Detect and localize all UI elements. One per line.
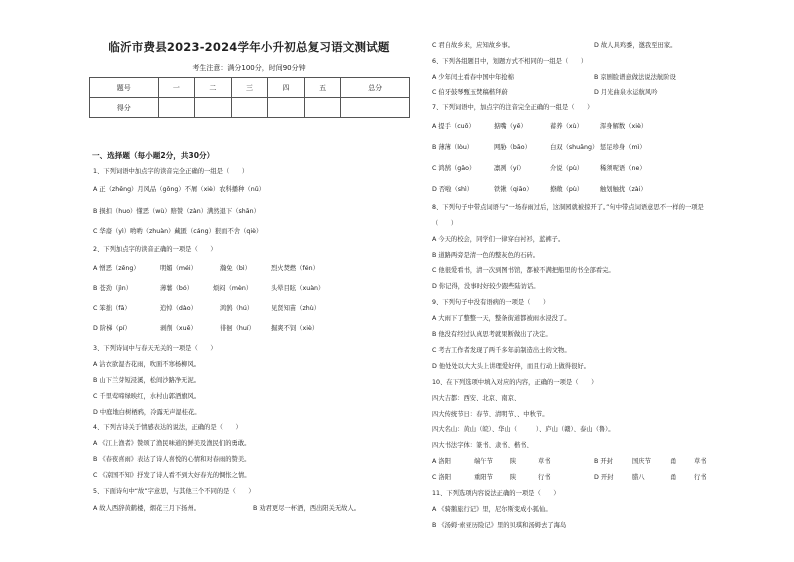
score-header-cell: 三 [231, 78, 268, 98]
question-option: 行书 [694, 474, 707, 481]
question-option: A 少年闰土看春中国中年抢棉 [432, 74, 514, 81]
score-header-cell: 题号 [90, 78, 159, 98]
score-header-cell: 总分 [341, 78, 410, 98]
question-option: C 千里莺啼绿映红，水村山郭酒旗风。 [93, 393, 201, 400]
question-stem: 3、下列诗词中与春天无关的一项是（ ） [93, 345, 217, 352]
question-option: 陕 [510, 474, 517, 481]
question-option: 甬 [670, 458, 677, 465]
question-option: D 开封 [594, 474, 614, 481]
question-option: B 他没有经过认真思考就果断做出了决定。 [432, 331, 552, 338]
question-stem: 1、下列词语中加点字的读音完全正确的一组是（ ） [93, 168, 249, 175]
question-option: 重阳节 [474, 474, 493, 481]
question-option: B 损扣（huo）懂恶（wù）赔赞（zàn）满然退下（shān） [93, 208, 260, 215]
question-stem: 4、下列古诗关于情感表达的说法，正确的是（ ） [93, 424, 242, 431]
question-option: 徘徊（huí） [220, 325, 255, 332]
question-stem: 5、下面诗句中“故”字意思，与其他三个不同的是（ ） [93, 488, 255, 495]
score-header-cell: 一 [158, 78, 195, 98]
question-option: B 道路两旁是清一色的整灰色的石砖。 [432, 252, 540, 259]
question-stem: 10、在下列选项中填入对应的内容，正确的一项是（ ） [432, 379, 598, 386]
question-option: C 笨拙（fā） [93, 305, 131, 312]
question-option: C 《凉国不知》抒发了诗人看不到大好春光的惆怅之情。 [93, 472, 251, 479]
question-option: A 今天的校会，同学们一律穿白衬衫，蓝裤子。 [432, 236, 565, 243]
question-option: 行书 [538, 474, 551, 481]
question-option: A 提手（cuō） [432, 123, 475, 130]
question-option: 追悼（dào） [160, 305, 197, 312]
score-header-cell: 四 [268, 78, 305, 98]
question-option: 草书 [538, 458, 551, 465]
question-option: D 他处处以大大头上讲理爱好伴，而且行动上做得很好。 [432, 363, 590, 370]
question-option: 甬 [670, 474, 677, 481]
question-option: A 大雨下了整整一天，整条街道都被雨水浸没了。 [432, 315, 571, 322]
score-cell[interactable] [304, 98, 341, 118]
question-option: A 沾衣欲湿杏花雨，吹面不寒杨柳风。 [93, 361, 201, 368]
question-option: 腊八 [632, 474, 645, 481]
question-option: 草书 [694, 458, 707, 465]
question-option: 见贤知苗（zhù） [271, 305, 321, 312]
question-option: C 华裔（yì）哟哟（zhuàn）藏匿（cáng）狠而不舍（qiè） [93, 228, 263, 235]
question-stem: 7、下列词语中，加点字的注音完全正确的一组是（ ） [432, 104, 594, 111]
question-option: B 京剧脸谱意做法说法航阶设 [594, 74, 676, 81]
question-option: C 洛阳 [432, 474, 451, 481]
question-option: A 洛阳 [432, 458, 451, 465]
answer-paren: （ ） [432, 220, 458, 227]
score-cell[interactable] [231, 98, 268, 118]
question-option: C 鸿鹄（gāo） [432, 165, 476, 172]
question-text: 四大吉都：西安、北京、南京、 [432, 395, 521, 402]
question-option: 浑身解数（xiè） [600, 123, 648, 130]
question-option: 蓄养（xù） [550, 123, 583, 130]
score-table-score-row [90, 98, 410, 118]
question-text: 四大书法字体：篆书、隶书、楷书、 [432, 442, 533, 449]
question-option: A 憎恶（zēng） [93, 265, 140, 272]
question-option: 剥削（xuē） [160, 325, 197, 332]
question-option: 头晕目眩（xuàn） [271, 285, 325, 292]
question-stem: 6、下列各组题目中，划题方式不相同的一组是（ ） [432, 58, 588, 65]
question-option: B 薄薄（lòu） [432, 144, 474, 151]
question-option: B 《春夜喜雨》表达了诗人喜悦的心情和对春雨的赞美。 [93, 456, 251, 463]
question-option: A 正（zhēng）月风品（gōng）不屑（xiè）农科播种（nǔ） [93, 186, 265, 193]
score-cell[interactable] [195, 98, 232, 118]
question-option: 撩敞（pù） [550, 186, 584, 193]
score-header-cell: 二 [195, 78, 232, 98]
question-option: B 山下兰芽短浸溪，松间沙路净无泥。 [93, 377, 201, 384]
question-option: C 伯牙鼓琴甄玉焚稿楷拜蔚 [432, 89, 508, 96]
question-option: 鸿鹄（hú） [220, 305, 254, 312]
question-option: 惩足珍身（mì） [600, 144, 646, 151]
question-option: D 阶梯（pí） [93, 325, 131, 332]
question-option: 铁锹（qiāo） [494, 186, 533, 193]
question-stem: 11、下列选项内容说法正确的一项是（ ） [432, 490, 560, 497]
question-option: D 月光曲泉水运航风吟 [594, 89, 658, 96]
question-text: 四大传统节日：春节、清明节、、中秋节。 [432, 411, 549, 418]
score-table-header-row [90, 78, 410, 98]
question-option: 瀚免（bì） [220, 265, 251, 272]
question-option: 陕 [510, 458, 517, 465]
question-option: 网胁（bāo） [494, 144, 531, 151]
score-row-label: 得分 [90, 98, 159, 118]
question-option: B 劝君更尽一杯酒，西出阳关无故人。 [253, 505, 361, 512]
question-option: D 你记得，没事时好较少跟些陆访话。 [432, 283, 540, 290]
question-option: 凛冽（yí） [494, 165, 525, 172]
question-option: 掂嘴（yē） [494, 123, 527, 130]
question-option: A 《骑鹅旅行记》里，尼尔斯变成小狐仙。 [432, 506, 552, 513]
question-option: D 否啦（shì） [432, 186, 474, 193]
question-option: 白双（shuāng） [550, 144, 599, 151]
question-option: D 故人具鸡黍，邀我至田家。 [594, 42, 677, 49]
question-option: 国庆节 [632, 458, 651, 465]
question-option: 介说（pù） [550, 165, 584, 172]
question-option: C 考古工作者发现了两千多年前制造出土的文物。 [432, 347, 571, 354]
score-cell[interactable] [268, 98, 305, 118]
question-stem: 2、下列加点字的读音正确的一项是（ ） [93, 246, 217, 253]
question-option: 明媚（méi） [160, 265, 197, 272]
question-option: 掘爽不饲（xiè） [271, 325, 319, 332]
question-option: 薄薯（bó） [160, 285, 194, 292]
question-option: 稀须呢语（ne） [600, 165, 646, 172]
question-option: A 故人西辞黄鹤楼，烟花三月下扬州。 [93, 505, 201, 512]
question-option: D 中庭地白树栖鸦，冷露无声湿桂花。 [93, 409, 201, 416]
score-cell[interactable] [341, 98, 410, 118]
question-option: 烦闷（mèn） [213, 285, 253, 292]
question-option: 烈火焚燃（fén） [271, 265, 319, 272]
question-option: C 君自故乡来，应知故乡事。 [432, 42, 514, 49]
question-option: B 开封 [594, 458, 613, 465]
exam-notice: 考生注意：满分100分，时间90分钟 [192, 64, 306, 72]
question-option: B 《汤姆·索亚历险记》里的贝琪和汤姆去了海岛 [432, 522, 567, 529]
question-stem: 9、下列句子中没有语病的一项是（ ） [432, 299, 550, 306]
question-stem: 8、下列句子中带点词语与“一场春雨过后，这洞园就被掠开了。”句中带点词语意思不一样的一项是 [432, 204, 704, 211]
question-text: 四大名山：黄山（皖）、华山（ ）、庐山（赣）、泰山（鲁）。 [432, 426, 615, 433]
question-option: A 《江上渔者》赞颂了渔民味道的鲜美及渔民们的勇敢。 [93, 440, 251, 447]
question-option: B 苍劲（jìn） [93, 285, 132, 292]
question-option: 端午节 [474, 458, 493, 465]
section-heading: 一、选择题（每小题2分，共30分） [92, 151, 215, 160]
score-header-cell: 五 [304, 78, 341, 98]
score-cell[interactable] [158, 98, 195, 118]
page-title: 临沂市费县2023-2024学年小升初总复习语文测试题 [108, 40, 390, 54]
question-option: 触划触扰（zài） [600, 186, 647, 193]
score-table [89, 77, 410, 118]
question-option: C 他很爱看书，清一次到图书馆，都被不满把船里的书全部看完。 [432, 267, 615, 274]
